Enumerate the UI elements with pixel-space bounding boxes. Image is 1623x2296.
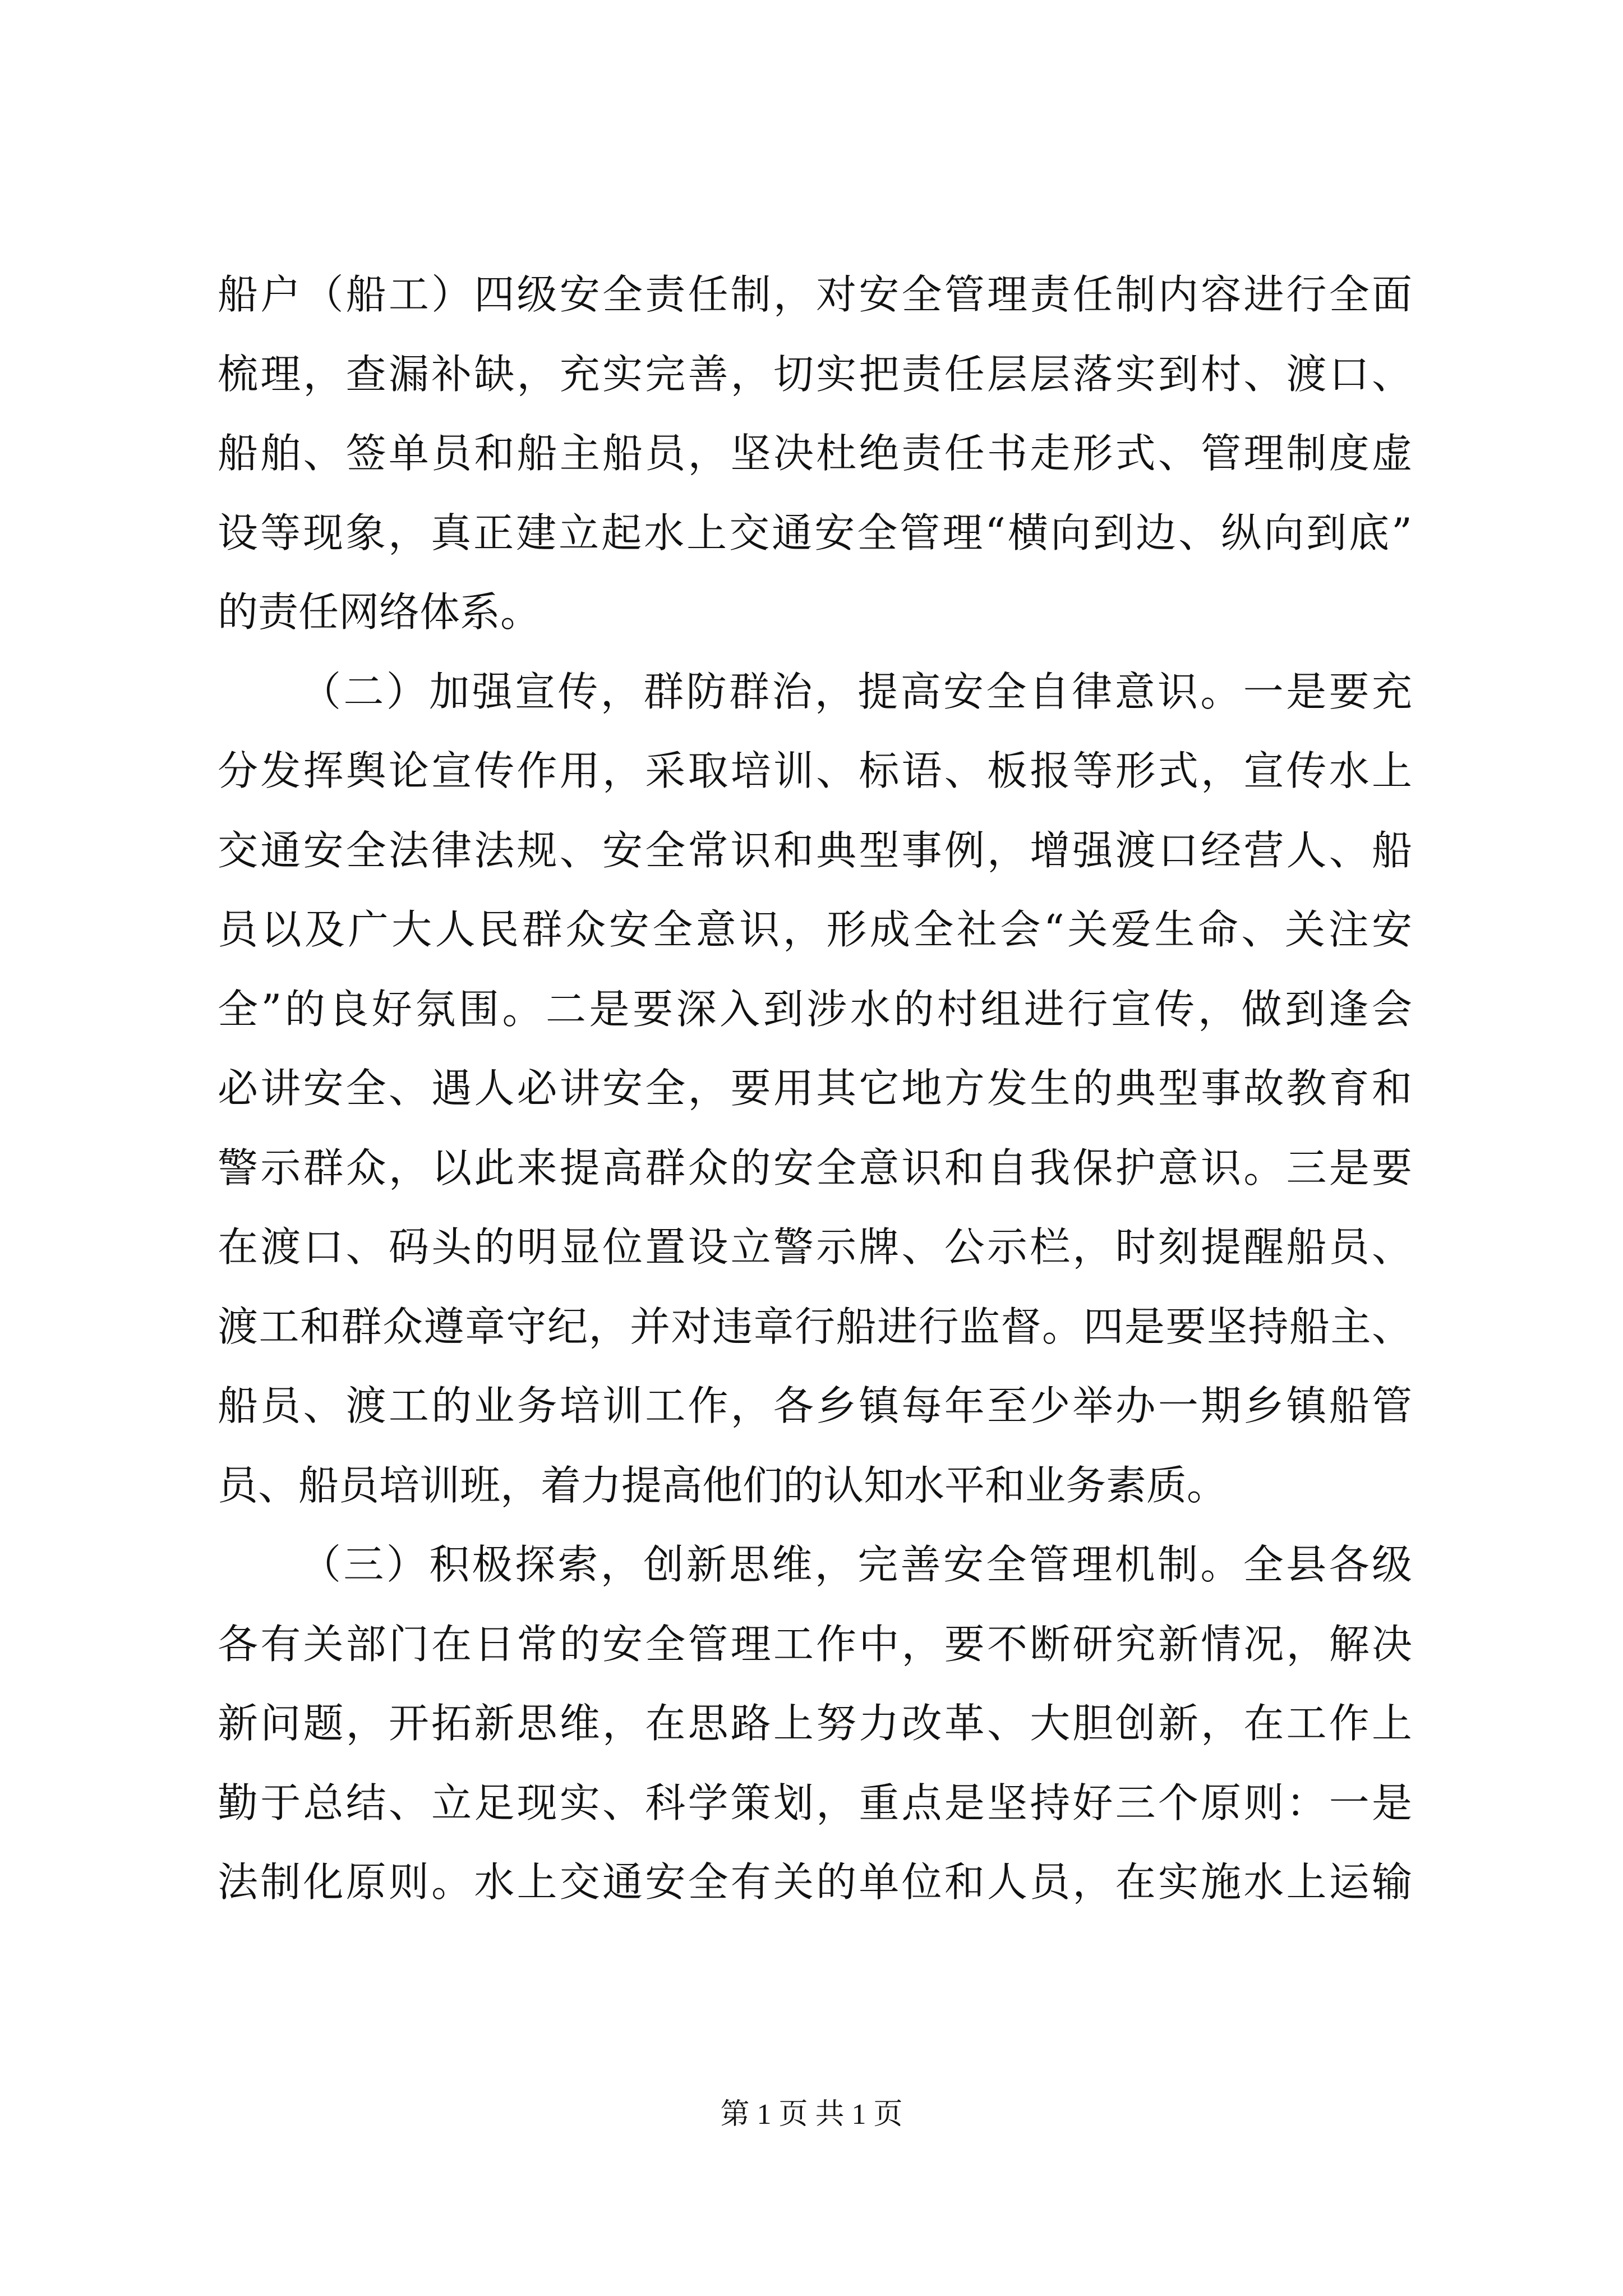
text-line: 员以及广大人民群众安全意识，形成全社会“关爱生命、关注安: [218, 906, 1412, 953]
page-number-footer: 第 1 页 共 1 页: [720, 2099, 903, 2131]
text-line: 梳理，查漏补缺，充实完善，切实把责任层层落实到村、渡口、: [218, 350, 1412, 398]
text-line: 交通安全法律法规、安全常识和典型事例，增强渡口经营人、船: [218, 826, 1412, 874]
text-line: 船舶、签单员和船主船员，坚决杜绝责任书走形式、管理制度虚: [218, 430, 1412, 477]
text-line: 分发挥舆论宣传作用，采取培训、标语、板报等形式，宣传水上: [218, 747, 1412, 794]
paragraph-heading-line: （三）积极探索，创新思维，完善安全管理机制。全县各级: [301, 1541, 1412, 1588]
text-line: 渡工和群众遵章守纪，并对违章行船进行监督。四是要坚持船主、: [218, 1303, 1412, 1350]
text-line: 勤于总结、立足现实、科学策划，重点是坚持好三个原则：一是: [218, 1779, 1412, 1826]
text-line: 各有关部门在日常的安全管理工作中，要不断研究新情况，解决: [218, 1620, 1412, 1668]
text-line: 新问题，开拓新思维，在思路上努力改革、大胆创新，在工作上: [218, 1700, 1412, 1747]
text-line: 员、船员培训班，着力提高他们的认知水平和业务素质。: [218, 1461, 1228, 1509]
text-line: 法制化原则。水上交通安全有关的单位和人员，在实施水上运输: [218, 1858, 1412, 1906]
text-line: 船户（船工）四级安全责任制，对安全管理责任制内容进行全面: [218, 271, 1412, 318]
text-line: 的责任网络体系。: [218, 588, 541, 636]
text-line: 必讲安全、遇人必讲安全，要用其它地方发生的典型事故教育和: [218, 1065, 1412, 1112]
text-line: 设等现象，真正建立起水上交通安全管理“横向到边、纵向到底”: [218, 509, 1412, 556]
text-line: 船员、渡工的业务培训工作，各乡镇每年至少举办一期乡镇船管: [218, 1382, 1412, 1429]
body-text: [218, 255, 1412, 1922]
paragraph-heading-line: （二）加强宣传，群防群治，提高安全自律意识。一是要充: [301, 668, 1412, 715]
text-line: 警示群众，以此来提高群众的安全意识和自我保护意识。三是要: [218, 1144, 1412, 1191]
text-line: 在渡口、码头的明显位置设立警示牌、公示栏，时刻提醒船员、: [218, 1223, 1412, 1271]
text-line: 全”的良好氛围。二是要深入到涉水的村组进行宣传，做到逢会: [218, 985, 1412, 1033]
